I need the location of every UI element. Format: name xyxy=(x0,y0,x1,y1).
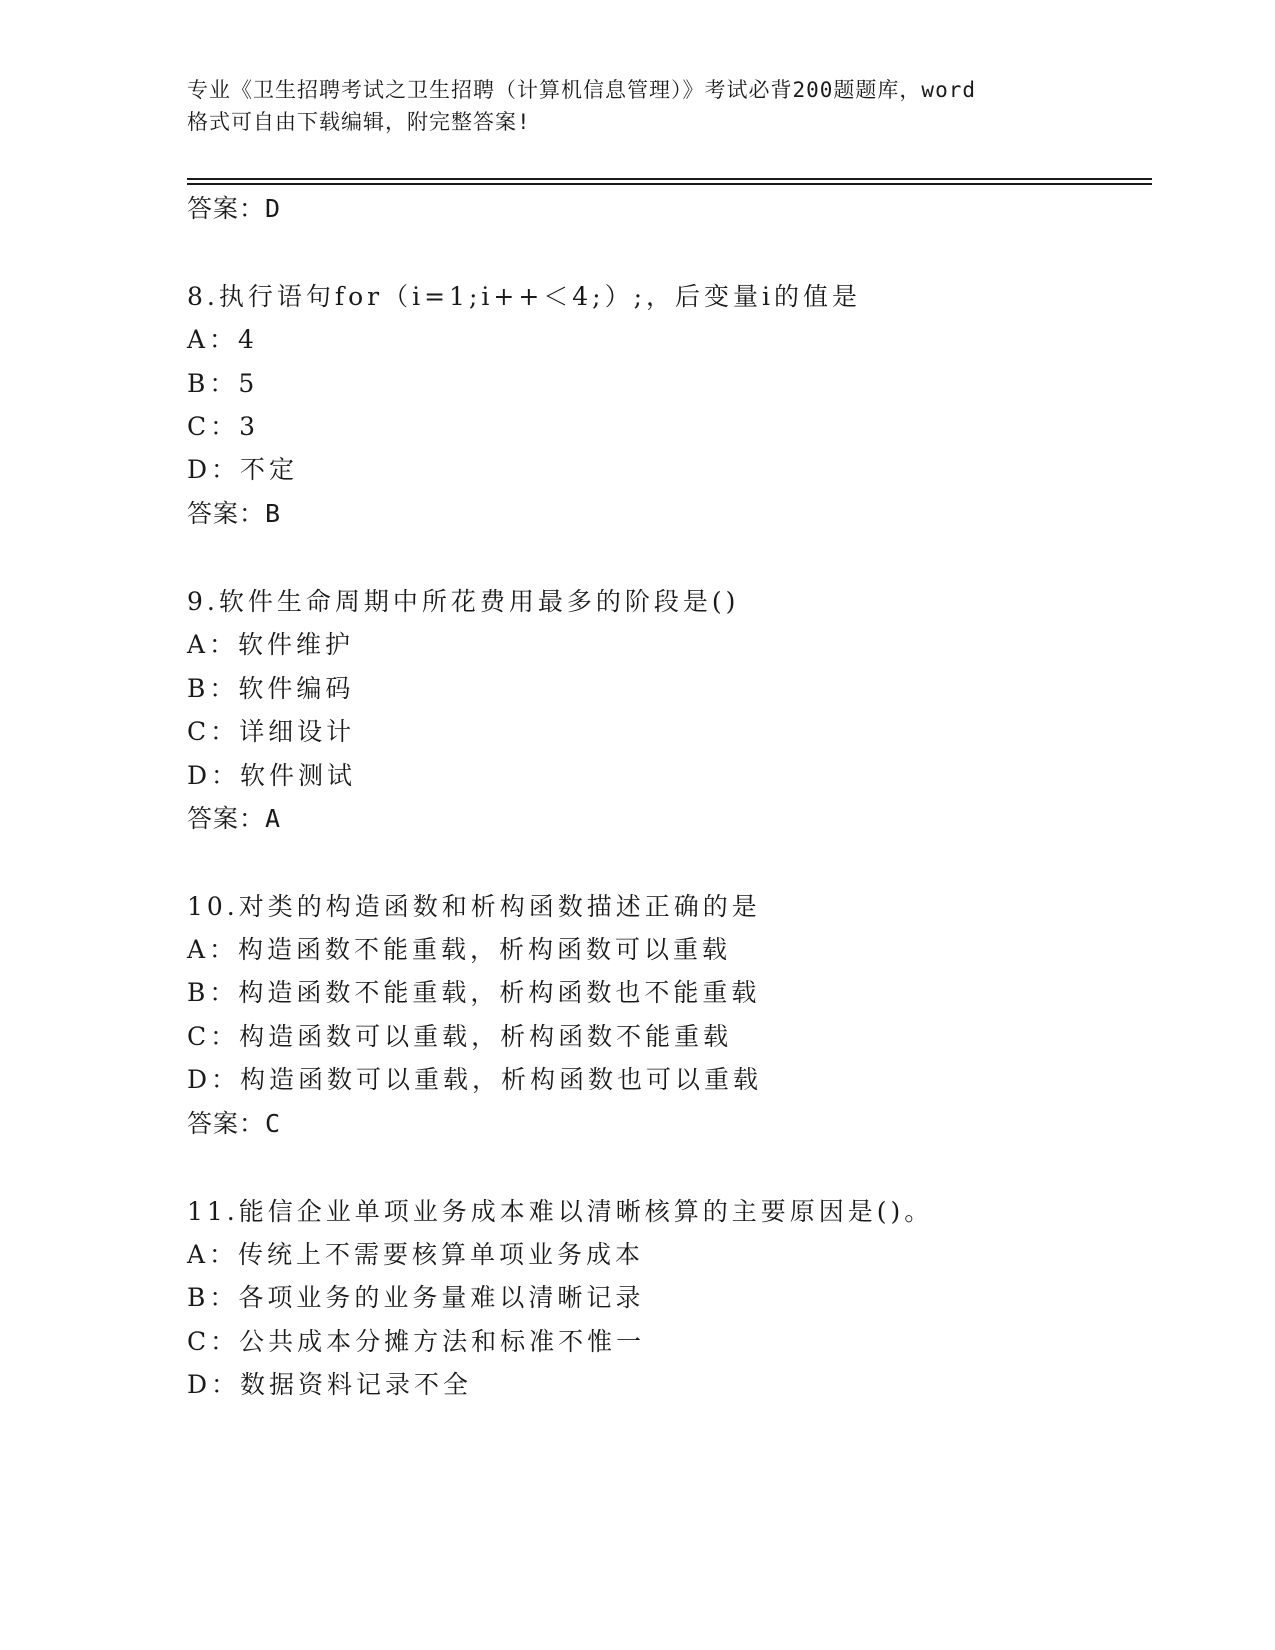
question-9-title: 9.软件生命周期中所花费用最多的阶段是() xyxy=(187,587,740,616)
question-10-option-b: B：构造函数不能重载，析构函数也不能重载 xyxy=(187,978,761,1007)
question-8-answer: 答案：B xyxy=(187,499,282,528)
question-9-option-b: B：软件编码 xyxy=(187,674,355,703)
previous-answer: 答案：D xyxy=(187,194,282,223)
question-8-title: 8.执行语句for（i=1;i++＜4;）;，后变量i的值是 xyxy=(187,282,862,311)
question-10-option-a: A：构造函数不能重载，析构函数可以重载 xyxy=(187,935,732,964)
question-11-option-a: A：传统上不需要核算单项业务成本 xyxy=(187,1240,645,1269)
question-9-option-c: C：详细设计 xyxy=(187,717,356,746)
header-line-2: 格式可自由下载编辑，附完整答案! xyxy=(187,110,531,134)
question-8-option-b: B：5 xyxy=(187,369,259,398)
question-11-option-b: B：各项业务的业务量难以清晰记录 xyxy=(187,1283,645,1312)
question-10-option-d: D：构造函数可以重载，析构函数也可以重载 xyxy=(187,1065,763,1094)
document-header xyxy=(187,74,1087,138)
header-divider-bottom xyxy=(187,183,1152,185)
question-9-option-a: A：软件维护 xyxy=(187,630,355,659)
question-8-option-a: A：4 xyxy=(187,325,258,354)
question-8-option-c: C：3 xyxy=(187,412,260,441)
question-9-option-d: D：软件测试 xyxy=(187,761,357,790)
question-9-answer: 答案：A xyxy=(187,804,282,833)
header-divider-top xyxy=(187,178,1152,180)
question-10-option-c: C：构造函数可以重载，析构函数不能重载 xyxy=(187,1022,733,1051)
header-line-1: 专业《卫生招聘考试之卫生招聘（计算机信息管理）》考试必背200题题库，word xyxy=(187,78,976,102)
question-11-option-d: D：数据资料记录不全 xyxy=(187,1370,473,1399)
question-10-title: 10.对类的构造函数和析构函数描述正确的是 xyxy=(187,892,761,921)
question-10-answer: 答案：C xyxy=(187,1109,282,1138)
question-8-option-d: D：不定 xyxy=(187,455,299,484)
question-11-option-c: C：公共成本分摊方法和标准不惟一 xyxy=(187,1327,646,1356)
question-11-title: 11.能信企业单项业务成本难以清晰核算的主要原因是()。 xyxy=(187,1197,934,1226)
